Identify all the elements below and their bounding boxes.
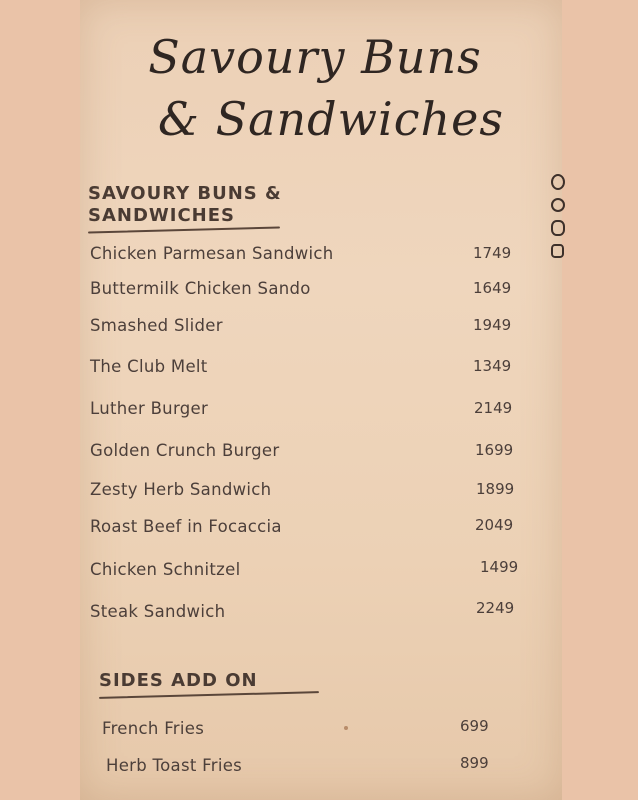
menu-item-price: 699 [460,717,489,735]
menu-title-line2: & Sandwiches [158,92,504,146]
menu-item-price: 1349 [473,357,512,375]
menu-item-price: 1699 [475,441,514,459]
menu-item-name: Chicken Schnitzel [90,559,241,579]
menu-item-price: 899 [460,754,489,772]
menu-item-name: Roast Beef in Focaccia [90,516,282,536]
menu-item-price: 2249 [476,599,515,617]
menu-item-name: The Club Melt [90,356,208,376]
menu-item-price: 2049 [475,516,514,534]
menu-item-name: Golden Crunch Burger [90,440,280,460]
menu-title-line1: Savoury Buns [148,30,482,84]
menu-item-price: 1749 [473,244,512,262]
menu-item-name: Luther Burger [90,398,209,418]
menu-item-price: 1949 [473,316,512,334]
menu-item-name: French Fries [102,718,205,738]
menu-item-price: 2149 [474,399,513,417]
section-heading-savoury-line2: SANDWICHES [88,205,235,226]
menu-item-name: Chicken Parmesan Sandwich [90,243,334,263]
adjacent-page-edge-marks [551,170,565,258]
menu-item-price: 1499 [480,558,519,576]
menu-page [80,0,562,800]
menu-item-name: Steak Sandwich [90,601,226,621]
section-heading-savoury-line1: SAVOURY BUNS & [88,183,282,204]
menu-item-name: Smashed Slider [90,315,223,335]
menu-item-price: 1899 [476,480,515,498]
menu-item-name: Herb Toast Fries [106,755,243,775]
menu-item-price: 1649 [473,279,512,297]
paper-spot [344,726,348,730]
menu-item-name: Zesty Herb Sandwich [90,479,272,499]
section-heading-sides: SIDES ADD ON [99,670,258,691]
menu-item-name: Buttermilk Chicken Sando [90,278,311,298]
